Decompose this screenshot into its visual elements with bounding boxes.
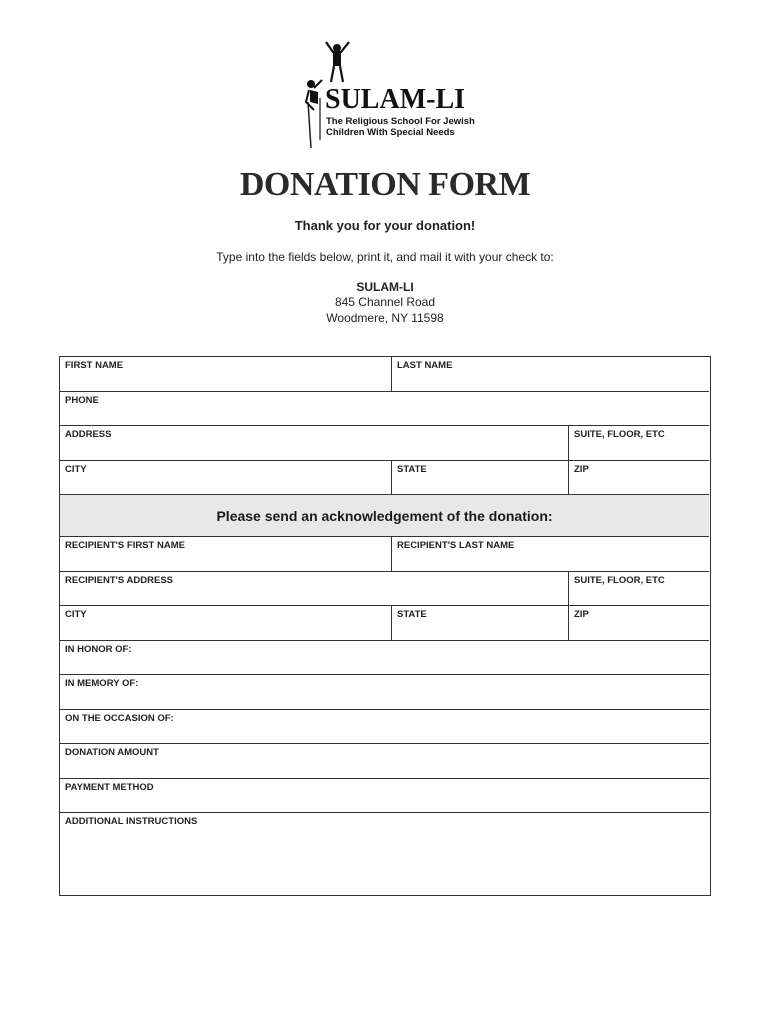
address-label: ADDRESS <box>65 429 112 440</box>
last-name-field[interactable] <box>391 357 709 391</box>
first-name-label: FIRST NAME <box>65 360 124 371</box>
recipient-first-name-label: RECIPIENT'S FIRST NAME <box>65 540 185 551</box>
additional-instructions-row <box>60 813 709 894</box>
acknowledgement-banner-row <box>60 495 709 537</box>
recipient-city-field[interactable] <box>60 606 391 640</box>
instructions-text: Type into the fields below, print it, and mail it with your check to: <box>216 250 554 264</box>
recipient-zip-field[interactable] <box>568 606 709 640</box>
recipient-first-name-field[interactable] <box>60 537 391 571</box>
address-row <box>60 426 709 461</box>
recipient-suite-field[interactable] <box>568 572 709 605</box>
mailing-city-state-zip: Woodmere, NY 11598 <box>326 311 444 325</box>
recipient-address-row <box>60 572 709 606</box>
city-row <box>60 461 709 495</box>
zip-label: ZIP <box>574 464 589 475</box>
donation-form <box>59 356 711 896</box>
recipient-address-label: RECIPIENT'S ADDRESS <box>65 575 174 586</box>
occasion-label: ON THE OCCASION OF: <box>65 713 174 724</box>
recipient-last-name-label: RECIPIENT'S LAST NAME <box>397 540 515 551</box>
last-name-label: LAST NAME <box>397 360 453 371</box>
in-memory-of-row <box>60 675 709 710</box>
in-memory-of-field[interactable] <box>60 675 709 709</box>
recipient-state-label: STATE <box>397 609 427 620</box>
first-name-field[interactable] <box>60 357 391 391</box>
name-row <box>60 357 709 392</box>
recipient-last-name-field[interactable] <box>391 537 709 571</box>
occasion-row <box>60 710 709 744</box>
recipient-address-field[interactable] <box>60 572 568 605</box>
sulam-li-logo <box>300 40 480 150</box>
logo-subtitle-line-1: The Religious School For Jewish <box>326 116 475 127</box>
recipient-city-row <box>60 606 709 641</box>
logo-subtitle <box>326 116 475 138</box>
acknowledgement-banner: Please send an acknowledgement of the donation: <box>216 508 553 524</box>
in-memory-of-label: IN MEMORY OF: <box>65 678 139 689</box>
payment-method-label: PAYMENT METHOD <box>65 782 154 793</box>
donation-amount-row <box>60 744 709 779</box>
in-honor-of-row <box>60 641 709 675</box>
donation-amount-field[interactable] <box>60 744 709 778</box>
mailing-org: SULAM-LI <box>356 280 414 294</box>
in-honor-of-label: IN HONOR OF: <box>65 644 132 655</box>
phone-row <box>60 392 709 426</box>
address-field[interactable] <box>60 426 568 460</box>
thanks-message: Thank you for your donation! <box>294 218 476 233</box>
city-field[interactable] <box>60 461 391 494</box>
additional-instructions-field[interactable] <box>60 813 709 894</box>
state-field[interactable] <box>391 461 568 494</box>
recipient-zip-label: ZIP <box>574 609 589 620</box>
donation-amount-label: DONATION AMOUNT <box>65 747 159 758</box>
phone-label: PHONE <box>65 395 99 406</box>
additional-instructions-label: ADDITIONAL INSTRUCTIONS <box>65 816 198 827</box>
payment-method-row <box>60 779 709 813</box>
mailing-street: 845 Channel Road <box>334 295 436 309</box>
city-label: CITY <box>65 464 87 475</box>
occasion-field[interactable] <box>60 710 709 743</box>
phone-field[interactable] <box>60 392 709 425</box>
payment-method-field[interactable] <box>60 779 709 812</box>
recipient-suite-label: SUITE, FLOOR, ETC <box>574 575 665 586</box>
logo-name: SULAM-LI <box>325 84 466 115</box>
recipient-name-row <box>60 537 709 572</box>
recipient-city-label: CITY <box>65 609 87 620</box>
suite-field[interactable] <box>568 426 709 460</box>
recipient-state-field[interactable] <box>391 606 568 640</box>
page-title: DONATION FORM <box>239 166 531 203</box>
in-honor-of-field[interactable] <box>60 641 709 674</box>
logo-subtitle-line-2: Children With Special Needs <box>326 127 455 138</box>
suite-label: SUITE, FLOOR, ETC <box>574 429 665 440</box>
zip-field[interactable] <box>568 461 709 494</box>
state-label: STATE <box>397 464 427 475</box>
